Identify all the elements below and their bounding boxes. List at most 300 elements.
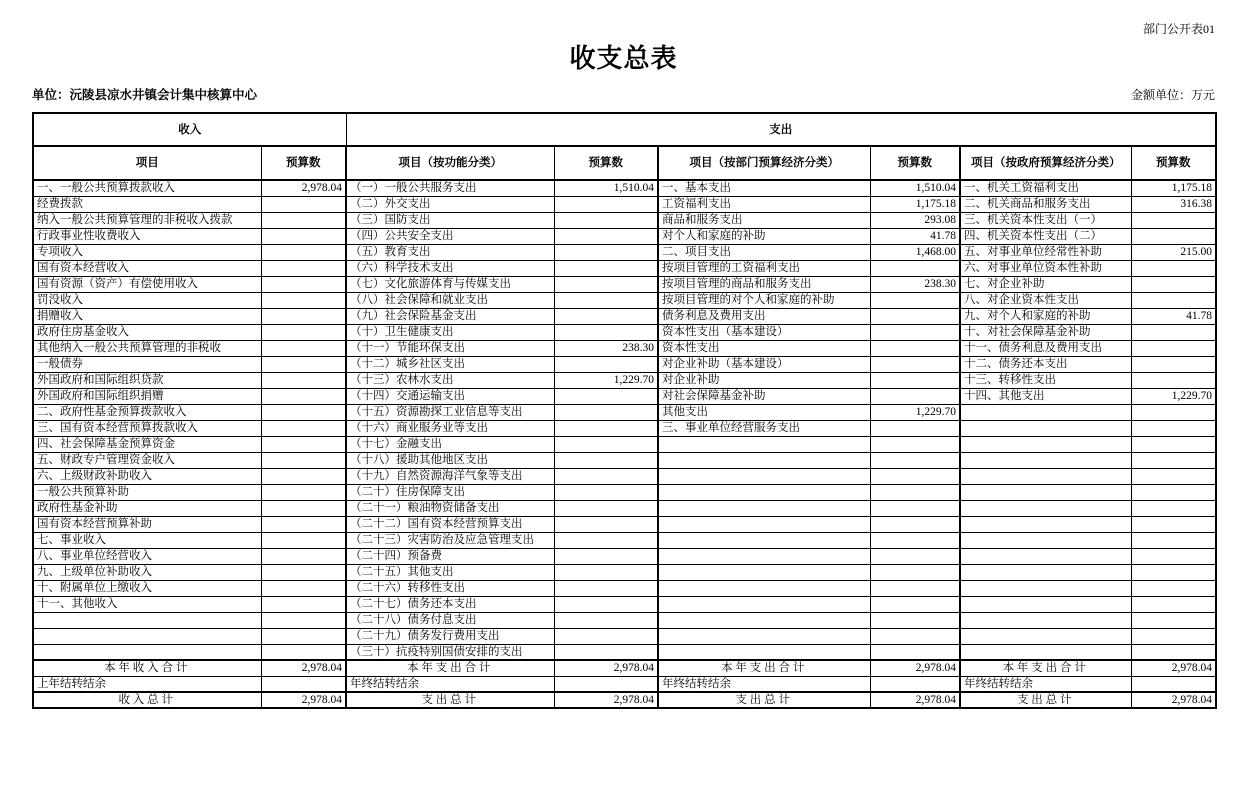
functional-value-cell — [554, 484, 658, 500]
functional-value-cell — [554, 628, 658, 644]
gov-econ-item-cell: 一、机关工资福利支出 — [960, 180, 1131, 196]
income-item-cell: 外国政府和国际组织捐赠 — [33, 388, 261, 404]
dept-econ-item-cell: 对企业补助（基本建设） — [658, 356, 870, 372]
dept-econ-item-cell — [658, 484, 870, 500]
dept-econ-item-cell: 年终结转结余 — [658, 676, 870, 692]
table-row — [33, 452, 1216, 468]
table-row — [33, 532, 1216, 548]
gov-econ-value-cell — [1131, 324, 1216, 340]
income-value-cell — [261, 308, 346, 324]
income-item-cell: 行政事业性收费收入 — [33, 228, 261, 244]
income-value-cell — [261, 372, 346, 388]
functional-value-cell — [554, 436, 658, 452]
functional-value-cell — [554, 580, 658, 596]
functional-item-cell: （十七）金融支出 — [346, 436, 554, 452]
budget-table — [32, 112, 1217, 709]
table-row — [33, 404, 1216, 420]
table-row — [33, 468, 1216, 484]
functional-item-cell: （十六）商业服务业等支出 — [346, 420, 554, 436]
income-value-cell — [261, 324, 346, 340]
functional-value-cell — [554, 468, 658, 484]
functional-item-cell: （二十八）债务付息支出 — [346, 612, 554, 628]
dept-econ-item-cell: 一、基本支出 — [658, 180, 870, 196]
income-item-cell: 罚没收入 — [33, 292, 261, 308]
income-value-cell: 2,978.04 — [261, 660, 346, 676]
functional-value-cell — [554, 516, 658, 532]
functional-item-cell: （五）教育支出 — [346, 244, 554, 260]
dept-econ-value-cell — [870, 420, 960, 436]
unit-name: 单位：沅陵县凉水井镇会计集中核算中心 — [32, 88, 258, 102]
gov-econ-item-cell: 十三、转移性支出 — [960, 372, 1131, 388]
col-header-dept-econ-budget: 预算数 — [870, 146, 960, 180]
income-item-cell: 国有资本经营收入 — [33, 260, 261, 276]
doc-label: 部门公开表01 — [1142, 22, 1215, 36]
dept-econ-value-cell — [870, 532, 960, 548]
gov-econ-item-cell: 七、对企业补助 — [960, 276, 1131, 292]
dept-econ-item-cell: 资本性支出（基本建设） — [658, 324, 870, 340]
functional-item-cell: （十一）节能环保支出 — [346, 340, 554, 356]
table-row — [33, 436, 1216, 452]
column-header-row — [33, 146, 1216, 180]
table-row — [33, 644, 1216, 660]
functional-item-cell: （十）卫生健康支出 — [346, 324, 554, 340]
dept-econ-value-cell — [870, 484, 960, 500]
income-item-cell: 收 入 总 计 — [33, 692, 261, 708]
gov-econ-item-cell — [960, 612, 1131, 628]
functional-value-cell — [554, 212, 658, 228]
dept-econ-value-cell: 293.08 — [870, 212, 960, 228]
dept-econ-value-cell — [870, 452, 960, 468]
functional-value-cell — [554, 564, 658, 580]
gov-econ-item-cell: 六、对事业单位资本性补助 — [960, 260, 1131, 276]
amount-unit-label: 金额单位：万元 — [1130, 88, 1215, 102]
table-row — [33, 548, 1216, 564]
dept-econ-value-cell — [870, 436, 960, 452]
gov-econ-value-cell — [1131, 468, 1216, 484]
functional-item-cell: （二十七）债务还本支出 — [346, 596, 554, 612]
gov-econ-value-cell — [1131, 564, 1216, 580]
gov-econ-item-cell — [960, 436, 1131, 452]
functional-value-cell — [554, 644, 658, 660]
dept-econ-item-cell: 本 年 支 出 合 计 — [658, 660, 870, 676]
col-header-income-item: 项目 — [33, 146, 261, 180]
dept-econ-item-cell: 债务利息及费用支出 — [658, 308, 870, 324]
functional-value-cell: 2,978.04 — [554, 692, 658, 708]
income-item-cell — [33, 628, 261, 644]
dept-econ-value-cell — [870, 324, 960, 340]
total-row — [33, 692, 1216, 708]
dept-econ-item-cell: 商品和服务支出 — [658, 212, 870, 228]
table-row — [33, 196, 1216, 212]
income-item-cell: 二、政府性基金预算拨款收入 — [33, 404, 261, 420]
gov-econ-value-cell — [1131, 644, 1216, 660]
income-item-cell: 八、事业单位经营收入 — [33, 548, 261, 564]
income-item-cell: 九、上级单位补助收入 — [33, 564, 261, 580]
functional-item-cell: （十二）城乡社区支出 — [346, 356, 554, 372]
dept-econ-value-cell — [870, 500, 960, 516]
dept-econ-value-cell — [870, 388, 960, 404]
dept-econ-value-cell: 1,175.18 — [870, 196, 960, 212]
gov-econ-value-cell — [1131, 436, 1216, 452]
table-row — [33, 340, 1216, 356]
functional-item-cell: （二十四）预备费 — [346, 548, 554, 564]
gov-econ-value-cell — [1131, 260, 1216, 276]
income-item-cell: 其他纳入一般公共预算管理的非税收 — [33, 340, 261, 356]
gov-econ-item-cell — [960, 420, 1131, 436]
gov-econ-item-cell: 支 出 总 计 — [960, 692, 1131, 708]
gov-econ-item-cell — [960, 644, 1131, 660]
income-value-cell: 2,978.04 — [261, 692, 346, 708]
functional-value-cell — [554, 500, 658, 516]
page-title: 收支总表 — [569, 44, 678, 73]
income-value-cell — [261, 212, 346, 228]
dept-econ-value-cell — [870, 628, 960, 644]
table-body — [33, 180, 1216, 708]
dept-econ-value-cell: 1,510.04 — [870, 180, 960, 196]
dept-econ-item-cell: 三、事业单位经营服务支出 — [658, 420, 870, 436]
gov-econ-value-cell: 215.00 — [1131, 244, 1216, 260]
gov-econ-value-cell: 2,978.04 — [1131, 660, 1216, 676]
gov-econ-value-cell — [1131, 340, 1216, 356]
dept-econ-item-cell — [658, 452, 870, 468]
income-value-cell — [261, 644, 346, 660]
income-value-cell — [261, 228, 346, 244]
table-row — [33, 596, 1216, 612]
income-value-cell — [261, 292, 346, 308]
dept-econ-value-cell: 41.78 — [870, 228, 960, 244]
functional-value-cell — [554, 292, 658, 308]
functional-value-cell — [554, 676, 658, 692]
table-row — [33, 292, 1216, 308]
col-header-functional-budget: 预算数 — [554, 146, 658, 180]
gov-econ-item-cell: 十一、债务利息及费用支出 — [960, 340, 1131, 356]
dept-econ-item-cell — [658, 564, 870, 580]
dept-econ-value-cell — [870, 516, 960, 532]
table-row — [33, 308, 1216, 324]
functional-value-cell — [554, 356, 658, 372]
gov-econ-value-cell — [1131, 548, 1216, 564]
income-item-cell: 三、国有资本经营预算拨款收入 — [33, 420, 261, 436]
dept-econ-value-cell — [870, 292, 960, 308]
income-value-cell — [261, 260, 346, 276]
gov-econ-value-cell — [1131, 372, 1216, 388]
table-row — [33, 228, 1216, 244]
income-item-cell: 国有资本经营预算补助 — [33, 516, 261, 532]
income-item-cell: 政府住房基金收入 — [33, 324, 261, 340]
gov-econ-value-cell — [1131, 580, 1216, 596]
income-item-cell: 一般债券 — [33, 356, 261, 372]
dept-econ-item-cell: 对社会保障基金补助 — [658, 388, 870, 404]
functional-item-cell: （十九）自然资源海洋气象等支出 — [346, 468, 554, 484]
gov-econ-value-cell — [1131, 420, 1216, 436]
carryover-row — [33, 676, 1216, 692]
income-value-cell — [261, 244, 346, 260]
functional-item-cell: （七）文化旅游体育与传媒支出 — [346, 276, 554, 292]
gov-econ-item-cell — [960, 452, 1131, 468]
gov-econ-value-cell — [1131, 612, 1216, 628]
income-item-cell: 专项收入 — [33, 244, 261, 260]
functional-item-cell: （二十二）国有资本经营预算支出 — [346, 516, 554, 532]
gov-econ-value-cell: 1,175.18 — [1131, 180, 1216, 196]
dept-econ-item-cell: 按项目管理的工资福利支出 — [658, 260, 870, 276]
gov-econ-value-cell — [1131, 484, 1216, 500]
functional-item-cell: （二）外交支出 — [346, 196, 554, 212]
dept-econ-item-cell — [658, 596, 870, 612]
dept-econ-item-cell — [658, 532, 870, 548]
functional-value-cell — [554, 420, 658, 436]
income-value-cell — [261, 628, 346, 644]
dept-econ-item-cell: 资本性支出 — [658, 340, 870, 356]
dept-econ-value-cell — [870, 596, 960, 612]
functional-value-cell — [554, 452, 658, 468]
gov-econ-value-cell — [1131, 356, 1216, 372]
income-value-cell — [261, 596, 346, 612]
functional-item-cell: （十三）农林水支出 — [346, 372, 554, 388]
income-item-cell — [33, 644, 261, 660]
functional-value-cell — [554, 596, 658, 612]
income-item-cell: 经费拨款 — [33, 196, 261, 212]
gov-econ-item-cell — [960, 404, 1131, 420]
income-value-cell — [261, 500, 346, 516]
dept-econ-value-cell — [870, 676, 960, 692]
dept-econ-value-cell — [870, 308, 960, 324]
dept-econ-item-cell — [658, 612, 870, 628]
gov-econ-item-cell: 五、对事业单位经常性补助 — [960, 244, 1131, 260]
gov-econ-item-cell: 九、对个人和家庭的补助 — [960, 308, 1131, 324]
dept-econ-item-cell — [658, 628, 870, 644]
income-item-cell: 五、财政专户管理资金收入 — [33, 452, 261, 468]
functional-item-cell: （二十五）其他支出 — [346, 564, 554, 580]
gov-econ-value-cell — [1131, 228, 1216, 244]
dept-econ-value-cell — [870, 340, 960, 356]
income-value-cell — [261, 580, 346, 596]
gov-econ-value-cell — [1131, 212, 1216, 228]
table-row — [33, 564, 1216, 580]
dept-econ-item-cell: 支 出 总 计 — [658, 692, 870, 708]
gov-econ-item-cell: 二、机关商品和服务支出 — [960, 196, 1131, 212]
meta-row — [32, 85, 1215, 103]
table-row — [33, 500, 1216, 516]
income-item-cell — [33, 612, 261, 628]
functional-item-cell: （一）一般公共服务支出 — [346, 180, 554, 196]
dept-econ-item-cell — [658, 548, 870, 564]
income-value-cell: 2,978.04 — [261, 180, 346, 196]
functional-item-cell: （二十一）粮油物资储备支出 — [346, 500, 554, 516]
dept-econ-item-cell — [658, 516, 870, 532]
income-item-cell: 六、上级财政补助收入 — [33, 468, 261, 484]
table-row — [33, 628, 1216, 644]
functional-value-cell: 1,229.70 — [554, 372, 658, 388]
gov-econ-item-cell — [960, 628, 1131, 644]
functional-item-cell: （二十九）债务发行费用支出 — [346, 628, 554, 644]
dept-econ-value-cell — [870, 468, 960, 484]
functional-item-cell: （九）社会保险基金支出 — [346, 308, 554, 324]
gov-econ-item-cell: 八、对企业资本性支出 — [960, 292, 1131, 308]
gov-econ-value-cell — [1131, 404, 1216, 420]
functional-item-cell: 支 出 总 计 — [346, 692, 554, 708]
dept-econ-value-cell — [870, 260, 960, 276]
gov-econ-value-cell — [1131, 516, 1216, 532]
income-value-cell — [261, 564, 346, 580]
dept-econ-value-cell: 2,978.04 — [870, 660, 960, 676]
dept-econ-item-cell — [658, 500, 870, 516]
income-item-cell: 外国政府和国际组织贷款 — [33, 372, 261, 388]
functional-value-cell: 238.30 — [554, 340, 658, 356]
income-section-header: 收入 — [33, 113, 346, 146]
gov-econ-value-cell: 1,229.70 — [1131, 388, 1216, 404]
income-item-cell: 十、附属单位上缴收入 — [33, 580, 261, 596]
gov-econ-item-cell — [960, 500, 1131, 516]
income-item-cell: 上年结转结余 — [33, 676, 261, 692]
income-value-cell — [261, 676, 346, 692]
table-row — [33, 180, 1216, 196]
dept-econ-value-cell: 2,978.04 — [870, 692, 960, 708]
income-item-cell: 政府性基金补助 — [33, 500, 261, 516]
col-header-gov-econ-item: 项目（按政府预算经济分类） — [960, 146, 1131, 180]
gov-econ-value-cell: 41.78 — [1131, 308, 1216, 324]
functional-value-cell — [554, 388, 658, 404]
gov-econ-value-cell — [1131, 628, 1216, 644]
dept-econ-item-cell: 工资福利支出 — [658, 196, 870, 212]
dept-econ-item-cell: 对个人和家庭的补助 — [658, 228, 870, 244]
dept-econ-item-cell — [658, 644, 870, 660]
income-item-cell: 捐赠收入 — [33, 308, 261, 324]
income-value-cell — [261, 532, 346, 548]
functional-item-cell: （八）社会保障和就业支出 — [346, 292, 554, 308]
gov-econ-item-cell: 十、对社会保障基金补助 — [960, 324, 1131, 340]
income-value-cell — [261, 548, 346, 564]
functional-item-cell: 本 年 支 出 合 计 — [346, 660, 554, 676]
dept-econ-item-cell: 二、项目支出 — [658, 244, 870, 260]
gov-econ-item-cell: 十二、债务还本支出 — [960, 356, 1131, 372]
dept-econ-value-cell — [870, 644, 960, 660]
functional-item-cell: 年终结转结余 — [346, 676, 554, 692]
table-row — [33, 260, 1216, 276]
gov-econ-item-cell — [960, 484, 1131, 500]
table-row — [33, 420, 1216, 436]
functional-value-cell — [554, 532, 658, 548]
total-row — [33, 660, 1216, 676]
section-header-row — [33, 113, 1216, 146]
income-item-cell: 四、社会保障基金预算资金 — [33, 436, 261, 452]
table-row — [33, 516, 1216, 532]
dept-econ-value-cell — [870, 372, 960, 388]
gov-econ-value-cell: 316.38 — [1131, 196, 1216, 212]
income-value-cell — [261, 276, 346, 292]
functional-value-cell — [554, 612, 658, 628]
gov-econ-value-cell — [1131, 676, 1216, 692]
functional-item-cell: （四）公共安全支出 — [346, 228, 554, 244]
gov-econ-item-cell — [960, 596, 1131, 612]
functional-value-cell — [554, 228, 658, 244]
income-item-cell: 七、事业收入 — [33, 532, 261, 548]
content — [32, 0, 1215, 709]
income-item-cell: 一、一般公共预算拨款收入 — [33, 180, 261, 196]
table-row — [33, 276, 1216, 292]
dept-econ-value-cell: 238.30 — [870, 276, 960, 292]
gov-econ-item-cell — [960, 532, 1131, 548]
col-header-gov-econ-budget: 预算数 — [1131, 146, 1216, 180]
table-row — [33, 580, 1216, 596]
dept-econ-item-cell: 按项目管理的商品和服务支出 — [658, 276, 870, 292]
functional-item-cell: （三）国防支出 — [346, 212, 554, 228]
dept-econ-value-cell — [870, 548, 960, 564]
dept-econ-item-cell — [658, 436, 870, 452]
functional-value-cell — [554, 244, 658, 260]
gov-econ-value-cell: 2,978.04 — [1131, 692, 1216, 708]
gov-econ-item-cell: 年终结转结余 — [960, 676, 1131, 692]
income-value-cell — [261, 612, 346, 628]
dept-econ-value-cell — [870, 356, 960, 372]
income-item-cell: 国有资源（资产）有偿使用收入 — [33, 276, 261, 292]
dept-econ-value-cell: 1,468.00 — [870, 244, 960, 260]
functional-item-cell: （十五）资源勘探工业信息等支出 — [346, 404, 554, 420]
gov-econ-item-cell: 十四、其他支出 — [960, 388, 1131, 404]
table-row — [33, 244, 1216, 260]
col-header-dept-econ-item: 项目（按部门预算经济分类） — [658, 146, 870, 180]
expenditure-section-header: 支出 — [346, 113, 1216, 146]
table-row — [33, 212, 1216, 228]
functional-value-cell: 2,978.04 — [554, 660, 658, 676]
gov-econ-item-cell: 三、机关资本性支出（一） — [960, 212, 1131, 228]
functional-item-cell: （六）科学技术支出 — [346, 260, 554, 276]
gov-econ-item-cell: 本 年 支 出 合 计 — [960, 660, 1131, 676]
table-row — [33, 484, 1216, 500]
gov-econ-item-cell — [960, 564, 1131, 580]
dept-econ-value-cell — [870, 612, 960, 628]
income-value-cell — [261, 340, 346, 356]
col-header-income-budget: 预算数 — [261, 146, 346, 180]
dept-econ-item-cell — [658, 580, 870, 596]
functional-item-cell: （二十）住房保障支出 — [346, 484, 554, 500]
functional-item-cell: （二十三）灾害防治及应急管理支出 — [346, 532, 554, 548]
income-value-cell — [261, 196, 346, 212]
dept-econ-value-cell — [870, 564, 960, 580]
income-value-cell — [261, 452, 346, 468]
dept-econ-item-cell: 按项目管理的对个人和家庭的补助 — [658, 292, 870, 308]
gov-econ-value-cell — [1131, 276, 1216, 292]
functional-value-cell — [554, 404, 658, 420]
dept-econ-item-cell: 其他支出 — [658, 404, 870, 420]
gov-econ-value-cell — [1131, 596, 1216, 612]
income-item-cell: 本 年 收 入 合 计 — [33, 660, 261, 676]
functional-item-cell: （十八）援助其他地区支出 — [346, 452, 554, 468]
functional-item-cell: （三十）抗疫特别国债安排的支出 — [346, 644, 554, 660]
functional-value-cell — [554, 308, 658, 324]
income-value-cell — [261, 468, 346, 484]
table-row — [33, 372, 1216, 388]
gov-econ-value-cell — [1131, 452, 1216, 468]
dept-econ-value-cell — [870, 580, 960, 596]
table-row — [33, 356, 1216, 372]
income-item-cell: 十一、其他收入 — [33, 596, 261, 612]
table-row — [33, 324, 1216, 340]
gov-econ-item-cell — [960, 580, 1131, 596]
gov-econ-item-cell: 四、机关资本性支出（二） — [960, 228, 1131, 244]
income-value-cell — [261, 436, 346, 452]
functional-item-cell: （二十六）转移性支出 — [346, 580, 554, 596]
functional-value-cell — [554, 324, 658, 340]
functional-item-cell: （十四）交通运输支出 — [346, 388, 554, 404]
income-item-cell: 一般公共预算补助 — [33, 484, 261, 500]
gov-econ-item-cell — [960, 548, 1131, 564]
gov-econ-value-cell — [1131, 532, 1216, 548]
functional-value-cell — [554, 548, 658, 564]
income-item-cell: 纳入一般公共预算管理的非税收入拨款 — [33, 212, 261, 228]
income-value-cell — [261, 404, 346, 420]
functional-value-cell — [554, 196, 658, 212]
gov-econ-item-cell — [960, 468, 1131, 484]
